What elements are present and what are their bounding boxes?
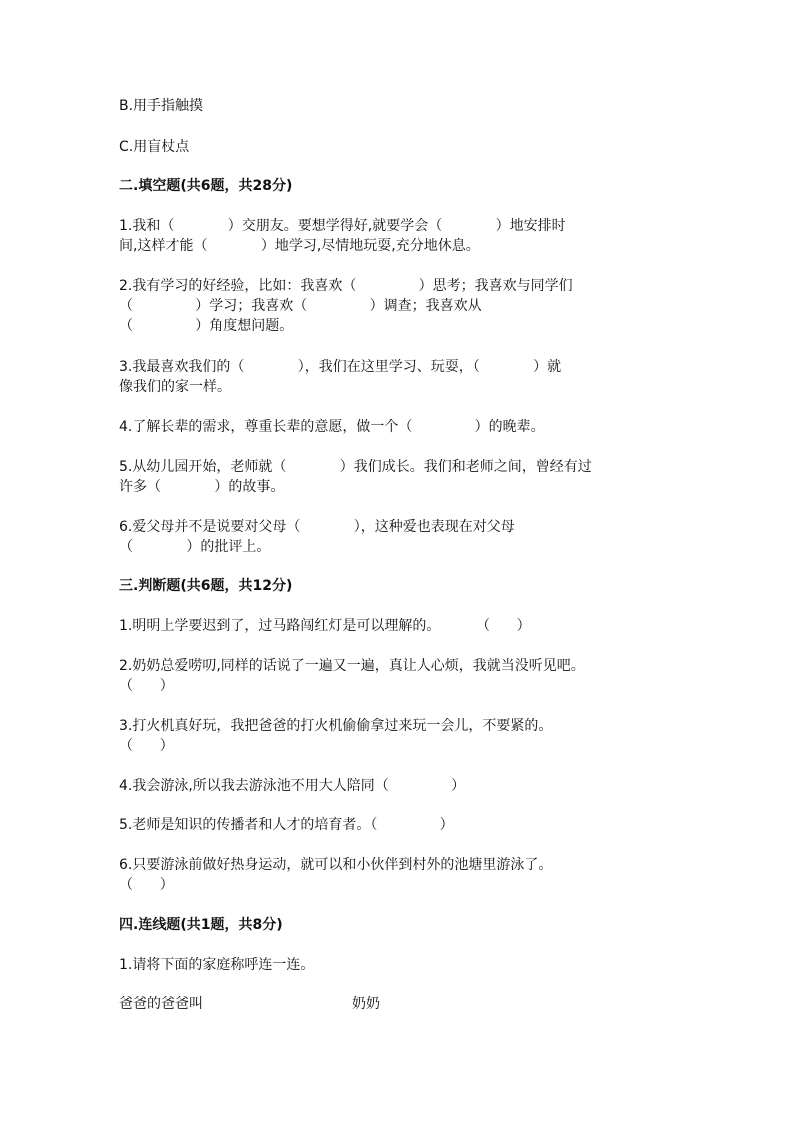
s2-q6-line1: 6.爱父母并不是说要对父母（ ），这种爱也表现在对父母 xyxy=(119,519,515,535)
match-left-item: 爸爸的爸爸叫 xyxy=(119,996,203,1012)
option-c: C.用盲杖点 xyxy=(119,139,190,155)
section4-heading: 四.连线题(共1题，共8分) xyxy=(119,917,283,933)
s3-q5-line1: 5.老师是知识的传播者和人才的培育者。（ ） xyxy=(119,817,454,833)
s3-q1-line1: 1.明明上学要迟到了，过马路闯红灯是可以理解的。 （ ） xyxy=(119,618,531,634)
s2-q3-line1: 3.我最喜欢我们的（ ），我们在这里学习、玩耍，（ ）就 xyxy=(119,359,562,375)
option-b: B.用手指触摸 xyxy=(119,98,204,114)
s4-q1-line1: 1.请将下面的家庭称呼连一连。 xyxy=(119,957,315,973)
s3-q3-line2: （ ） xyxy=(119,738,174,754)
s2-q1-line2: 间,这样才能（ ）地学习,尽情地玩耍,充分地休息。 xyxy=(119,238,480,254)
s2-q5-line1: 5.从幼儿园开始，老师就（ ）我们成长。我们和老师之间，曾经有过 xyxy=(119,459,592,475)
s3-q4-line1: 4.我会游泳,所以我去游泳池不用大人陪同（ ） xyxy=(119,778,466,794)
s3-q6-line1: 6.只要游泳前做好热身运动，就可以和小伙伴到村外的池塘里游泳了。 xyxy=(119,857,553,873)
s2-q5-line2: 许多（ ）的故事。 xyxy=(119,479,285,495)
s2-q2-line3: （ ）角度想问题。 xyxy=(119,318,294,334)
section2-heading: 二.填空题(共6题，共28分) xyxy=(119,178,293,194)
s3-q6-line2: （ ） xyxy=(119,877,174,893)
s2-q3-line2: 像我们的家一样。 xyxy=(119,379,231,395)
s2-q1-line1: 1.我和（ ）交朋友。要想学得好,就要学会（ ）地安排时 xyxy=(119,218,566,234)
s3-q2-line2: （ ） xyxy=(119,678,174,694)
s2-q4-line1: 4.了解长辈的需求，尊重长辈的意愿，做一个（ ）的晚辈。 xyxy=(119,419,545,435)
section3-heading: 三.判断题(共6题，共12分) xyxy=(119,578,293,594)
s3-q2-line1: 2.奶奶总爱唠叨,同样的话说了一遍又一遍，真让人心烦，我就当没听见吧。 xyxy=(119,658,585,674)
s2-q2-line1: 2.我有学习的好经验，比如：我喜欢（ ）思考；我喜欢与同学们 xyxy=(119,278,573,294)
s2-q6-line2: （ ）的批评上。 xyxy=(119,539,271,555)
s3-q3-line1: 3.打火机真好玩，我把爸爸的打火机偷偷拿过来玩一会儿，不要紧的。 xyxy=(119,718,553,734)
match-right-item: 奶奶 xyxy=(352,996,380,1012)
s2-q2-line2: （ ）学习；我喜欢（ ）调查；我喜欢从 xyxy=(119,298,482,314)
